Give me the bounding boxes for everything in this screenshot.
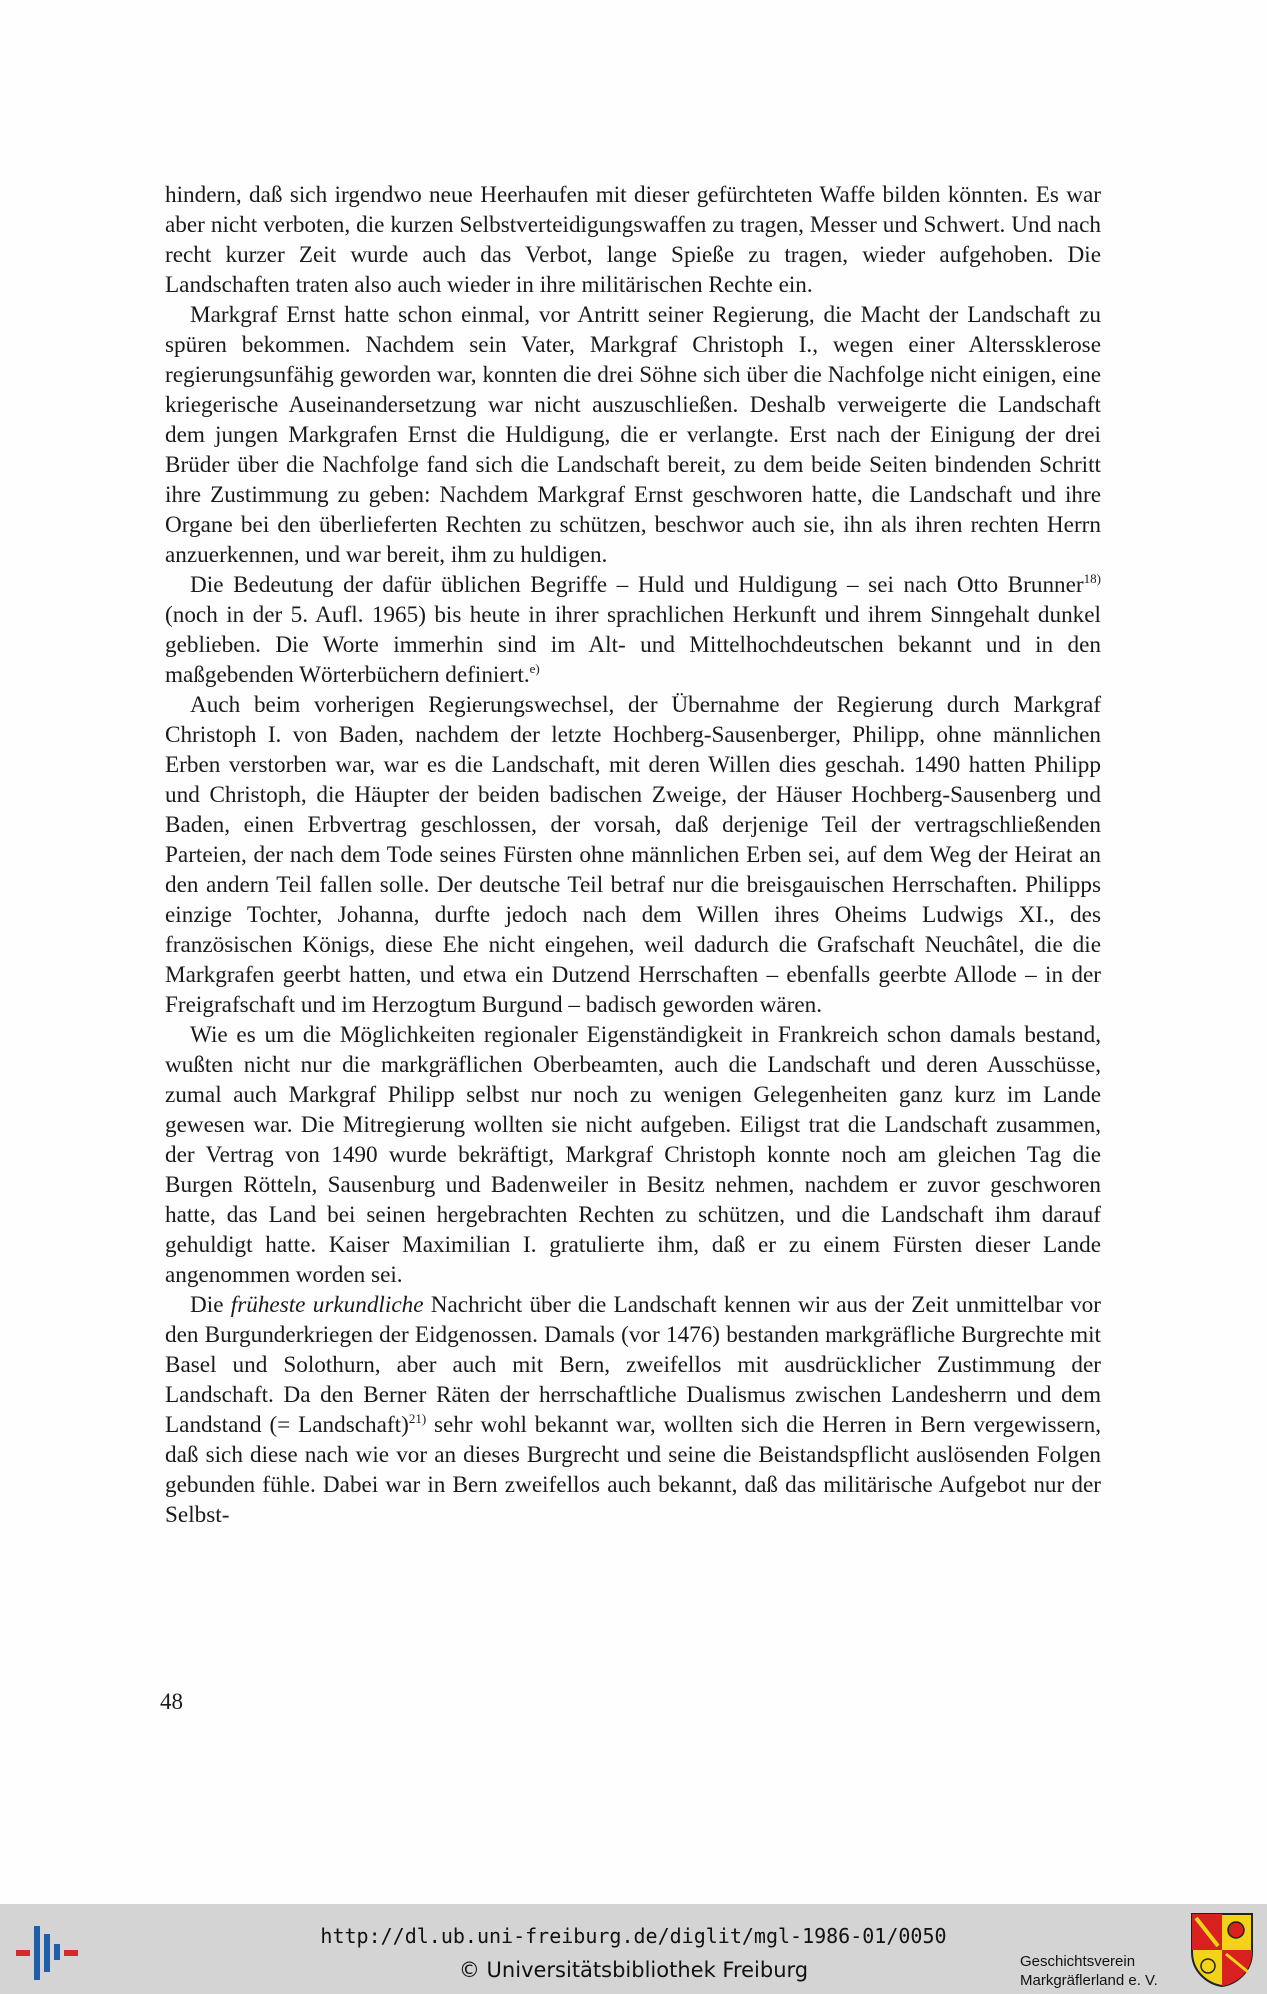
text-run: Auch beim vorherigen Regierungswechsel, der Übernahme der Regierung durch Markgraf Christoph I. von Baden, nachdem der letzte Hochberg-Sausenberger, Philipp, ohne männlichen Erben verstorben war, war es die Landschaft, mit deren Willen dies geschah. 1490 hatten Philipp und Christoph, die Häupter der beiden badischen Zweige, der Häuser Hochberg-Sausenberg und Baden, einen Erbvertrag geschlossen, der vorsah, daß derjenige Teil der vertragschließenden Parteien, der nach dem Tode seines Fürsten ohne männlichen Erben sei, auf dem Weg der Heirat an den andern Teil fallen solle. Der deutsche Teil betraf nur die breisgauischen Herrschaften. Philipps einzige Tochter, Johanna, durfte jedoch nach dem Willen ihres Oheims Ludwigs XI., des französischen Königs, diese Ehe nicht eingehen, weil dadurch die Grafschaft Neuchâtel, die die Markgrafen geerbt hatten, und etwa ein Dutzend Herrschaften – ebenfalls geerbte Allode – in der Freigrafschaft und im Herzogtum Burgund – badisch geworden wären. bbox=[165, 692, 1101, 1018]
text-run: Wie es um die Möglichkeiten regionaler Eigenständigkeit in Frankreich schon damals bestand, wußten nicht nur die markgräflichen Oberbeamten, auch die Landschaft und deren Ausschüsse, zumal auch Markgraf Philipp selbst nur noch zu wenigen Gelegenheiten ganz kurz im Lande gewesen war. Die Mitregierung wollten sie nicht aufgeben. Eiligst trat die Landschaft zusammen, der Vertrag von 1490 wurde bekräftigt, Markgraf Christoph konnte noch am gleichen Tag die Burgen Rötteln, Sausenburg und Badenweiler in Besitz nehmen, nachdem er zuvor geschworen hatte, das Land bei seinen hergebrachten Rechten zu schützen, und die Landschaft ihm darauf gehuldigt hatte. Kaiser Maximilian I. gratulierte ihm, daß er zu einem Fürsten dieser Lande angenommen worden sei. bbox=[165, 1022, 1101, 1288]
footnote-ref: e) bbox=[529, 661, 540, 676]
footer-bar bbox=[0, 1904, 1267, 1994]
text-run: Die bbox=[190, 1292, 231, 1318]
page-number: 48 bbox=[160, 1689, 183, 1714]
paragraph bbox=[165, 1020, 1101, 1290]
text-run: sehr wohl bekannt war, wollten sich die Herren in Bern vergewissern, daß sich diese nach wie vor an dieses Burgrecht und seine die Beistandspflicht auslösenden Folgen gebunden fühle. Dabei war in Bern zweifellos auch bekannt, daß das militärische Aufgebot nur der Selbst- bbox=[165, 1412, 1101, 1528]
text-run: Die Bedeutung der dafür üblichen Begriffe – Huld und Huldigung – sei nach Otto Brunner bbox=[190, 572, 1084, 598]
society-name bbox=[1020, 1952, 1190, 1990]
paragraph bbox=[165, 570, 1101, 690]
paragraph bbox=[165, 300, 1101, 570]
body-text bbox=[165, 180, 1101, 1530]
footnote-ref: 18) bbox=[1083, 571, 1101, 586]
text-run: hindern, daß sich irgendwo neue Heerhaufen mit dieser gefürchteten Waffe bilden könnten. Es war aber nicht verboten, die kurzen Selbstverteidigungswaffen zu tragen, Messer und Schwert. Und nach recht kurzer Zeit wurde auch das Verbot, lange Spieße zu tragen, wieder aufgehoben. Die Landschaften traten also auch wieder in ihre militärischen Rechte ein. bbox=[165, 182, 1101, 298]
footer-url-link[interactable]: http://dl.ub.uni-freiburg.de/diglit/mgl-1986-01/0050 bbox=[320, 1924, 947, 1948]
coat-of-arms-icon bbox=[1190, 1912, 1254, 1988]
society-line-2: Markgräflerland e. V. bbox=[1020, 1972, 1158, 1989]
paragraph bbox=[165, 180, 1101, 300]
paragraph bbox=[165, 1290, 1101, 1530]
emphasis-text: früheste urkundliche bbox=[230, 1292, 424, 1318]
paragraph bbox=[165, 690, 1101, 1020]
footnote-ref: 21) bbox=[408, 1411, 427, 1426]
text-run: (noch in der 5. Aufl. 1965) bis heute in ihrer sprachlichen Herkunft und ihrem Sinngehalt dunkel geblieben. Die Worte immerhin sind im Alt- und Mittelhochdeutschen bekannt und in den maßgebenden Wörterbüchern definiert. bbox=[165, 602, 1101, 688]
society-line-1: Geschichtsverein bbox=[1020, 1953, 1136, 1970]
text-run: Markgraf Ernst hatte schon einmal, vor Antritt seiner Regierung, die Macht der Landschaft zu spüren bekommen. Nachdem sein Vater, Markgraf Christoph I., wegen einer Alterssklerose regierungsunfähig geworden war, konnten die drei Söhne sich über die Nachfolge nicht einigen, eine kriegerische Auseinandersetzung war nicht auszuschließen. Deshalb verweigerte die Landschaft dem jungen Markgrafen Ernst die Huldigung, die er verlangte. Erst nach der Einigung der drei Brüder über die Nachfolge fand sich die Landschaft bereit, zu dem beide Seiten bindenden Schritt ihre Zustimmung zu geben: Nachdem Markgraf Ernst geschworen hatte, die Landschaft und ihre Organe bei den überlieferten Rechten zu schützen, beschwor auch sie, ihn als ihren rechten Herrn anzuerkennen, und war bereit, ihm zu huldigen. bbox=[165, 302, 1101, 568]
text-run: Nachricht über die Landschaft kennen wir aus der Zeit unmittelbar vor den Burgunderkriegen der Eidgenossen. Damals (vor 1476) bestanden markgräfliche Burgrechte mit Basel und Solothurn, aber auch mit Bern, zweifellos mit ausdrücklicher Zustimmung der Landschaft. Da den Berner Räten der herrschaftliche Dualismus zwischen Landesherrn und dem Landstand (= Landschaft) bbox=[165, 1292, 1101, 1438]
footer-copyright: © Universitätsbibliothek Freiburg bbox=[458, 1958, 809, 1982]
